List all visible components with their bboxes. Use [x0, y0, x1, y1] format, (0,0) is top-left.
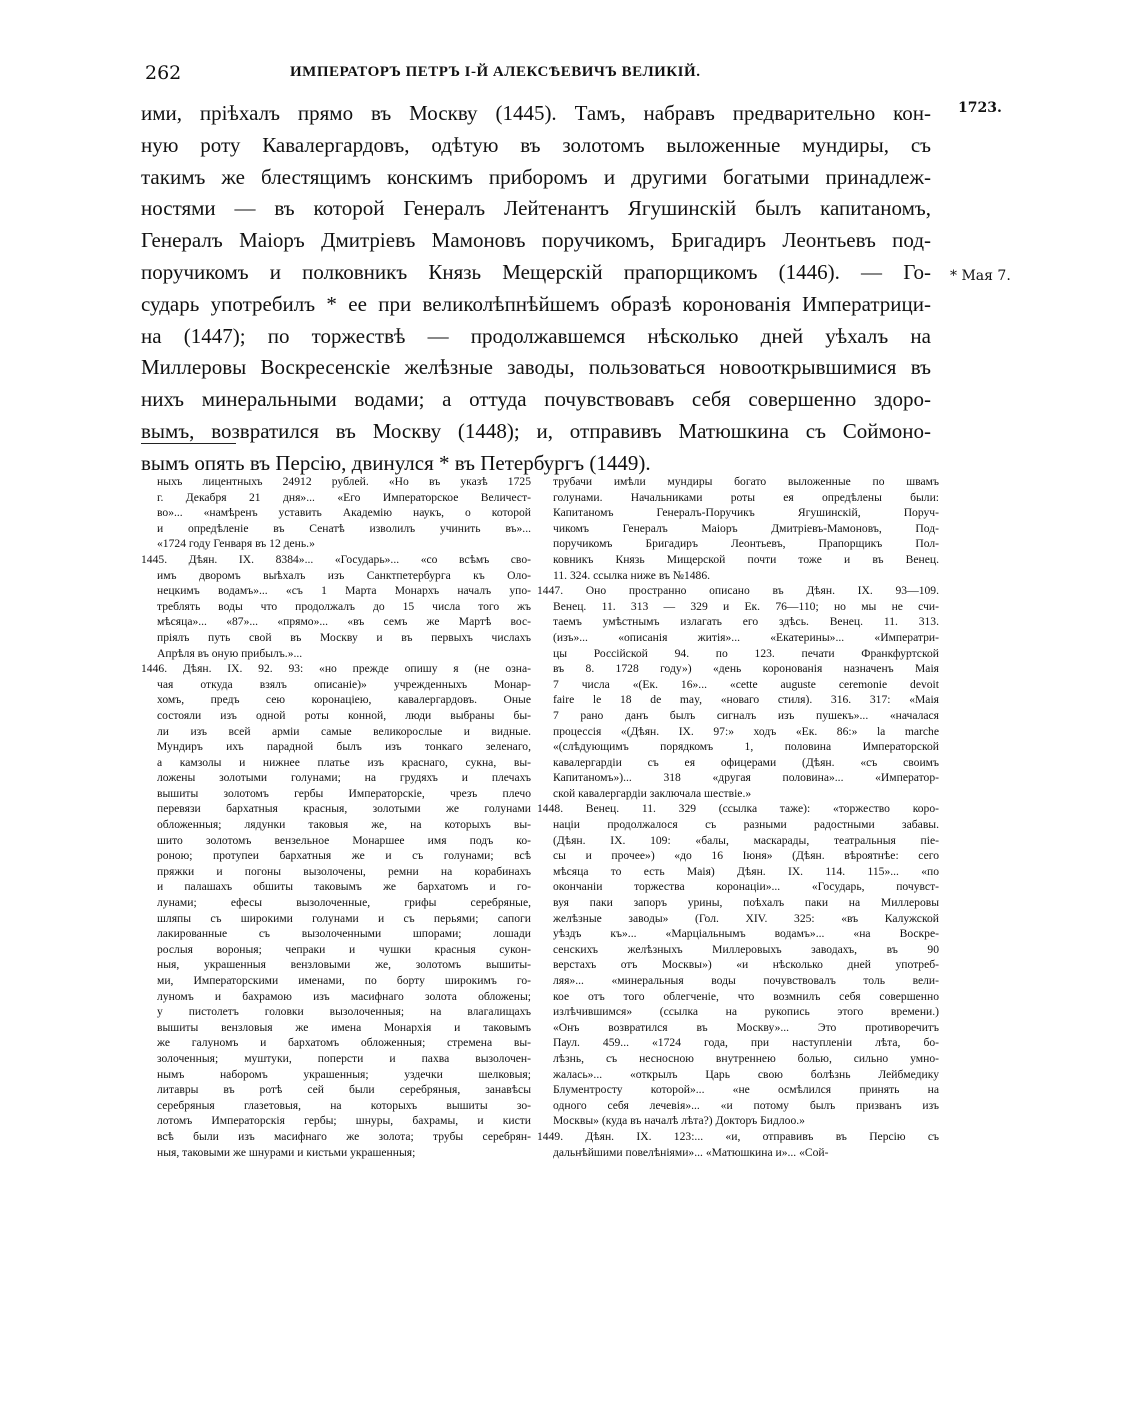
- footnote-line: лакированные съ вызолоченными шпорами; лошади: [157, 927, 531, 941]
- main-text-line: ностями — въ которой Генералъ Лейтенантъ Ягушинскій былъ капитаномъ,: [141, 196, 931, 221]
- footnote-line: желѣзные заводы» (Гол. XIV. 325: «въ Калужской: [553, 911, 939, 925]
- footnote-line: Капитаномъ Генералъ-Поручикъ Ягушинскій, Поруч-: [553, 506, 939, 520]
- footnote-line: ложены золотыми голунами; на грудяхъ и плечахъ: [157, 771, 531, 785]
- footnote-line: вышиты вензловыя же имена Монархія и таковымъ: [157, 1020, 531, 1034]
- footnote-line: пріялъ путь свой въ Москву и въ первыхъ числахъ: [157, 630, 531, 644]
- footnote-line: ми, Императорскими именами, по борту широкимъ го-: [157, 974, 531, 987]
- footnote-rule: [141, 443, 236, 444]
- main-text-line: на (1447); по торжествѣ — продолжавшемся нѣсколько дней уѣхалъ на: [141, 323, 931, 348]
- footnote-line: faire le 18 de may, «новаго стиля). 316. 317: «Маія: [553, 693, 939, 707]
- footnote-line: 7 рано данъ былъ сигналъ изъ пушекъ»... «началася: [553, 708, 939, 722]
- footnote-line: излѣчившимся» (ссылка на рукопись этого времени.): [553, 1005, 939, 1019]
- footnote-line: перевязи бархатныя красныя, золотыми же голунами: [157, 802, 531, 816]
- footnote-line: а камзолы и нижнее платье изъ краснаго, сукна, вы-: [157, 755, 531, 769]
- footnote-line: ныя, таковыми же шнурами и кистьми украшенныя;: [157, 1145, 416, 1159]
- footnote-line: литавры въ ротѣ сей были серебряныя, занавѣсы: [157, 1083, 531, 1097]
- footnote-line: вышиты золотомъ гербы Императорскіе, чрезъ плечо: [157, 786, 531, 800]
- main-text-line: ими, пріѣхалъ прямо въ Москву (1445). Тамъ, набравъ предварительно кон-: [141, 101, 931, 125]
- footnote-line: въ 8. 1728 году») «день коронованія назначенъ Маія: [553, 662, 939, 676]
- footnote-line: цы Россійской 94. по 123. печати Франкфуртской: [553, 646, 939, 660]
- footnote-line: ли изъ всей арміи самые великорослые и видные.: [157, 724, 531, 738]
- footnote-line: шито золотомъ вензельное Монаршее имя подъ ко-: [157, 833, 531, 847]
- footnote-line: націи продолжалося съ разными радостными забавы.: [553, 818, 939, 832]
- footnote-line: Блументросту которой»... «не осмѣлился принять на: [553, 1083, 939, 1097]
- footnote-line: пряжки и погоны вызолочены, ремни на корабинахъ: [157, 864, 531, 878]
- footnote-line: сы и прочее») «до 16 Іюня» (Дѣян. вѣроятнѣе: сего: [553, 849, 939, 863]
- footnote-line: голунами. Начальниками роты ея опредѣлены были:: [553, 490, 939, 504]
- footnote-line: мѣсяца то есть Маія) Дѣян. IX. 114. 115»... «по: [553, 864, 939, 878]
- footnote-line: трубачи имѣли мундиры богато выложенные по швамъ: [553, 475, 939, 488]
- footnote-line: ныхъ лицентныхъ 24912 рублей. «Но въ указѣ 1725: [157, 475, 531, 488]
- footnotes-left-column: [141, 474, 531, 1160]
- footnote-line: и опредѣленіе въ Сенатѣ изволилъ учинить въ»...: [157, 521, 531, 535]
- footnote-line: Апрѣля въ оную прибылъ.»...: [157, 646, 303, 660]
- footnote-line: 1448. Венец. 11. 329 (ссылка таже): «торжество коро-: [537, 802, 939, 816]
- footnote-line: таемъ умѣстнымъ излагать его здѣсь. Венец. 11. 313.: [553, 615, 939, 629]
- footnote-line: вуя паки запоръ урины, поѣхалъ паки на Миллеровы: [553, 896, 939, 910]
- footnote-line: лотомъ Императорскія гербы; шнуры, бахрамы, и кисти: [157, 1114, 531, 1128]
- footnote-line: процессія «(Дѣян. IX. 97:» ходъ «Ек. 86:» la marche: [553, 724, 939, 738]
- main-text-line: такимъ же блестящимъ конскимъ приборомъ и другими богатыми принадлеж-: [141, 164, 931, 189]
- running-head: ИМПЕРАТОРЪ ПЕТРЪ I-Й АЛЕКСѢЕВИЧЪ ВЕЛИКІЙ.: [290, 64, 701, 80]
- footnote-line: Москвы» (куда въ началѣ лѣта?) Докторъ Бидлоо.»: [553, 1114, 805, 1128]
- main-text-line: вымъ опять въ Персію, двинулся * въ Петербургъ (1449).: [141, 450, 651, 475]
- footnote-line: ской кавалергардіи заключала шествіе.»: [553, 786, 752, 800]
- footnote-line: лѣзнь, съ несносною внутреннею болью, сильно умно-: [553, 1051, 939, 1065]
- footnote-line: чикомъ Генералъ Маіоръ Дмитріевъ-Мамоновъ, Под-: [553, 521, 939, 535]
- main-text-line: ную роту Кавалергардовъ, одѣтую въ золотомъ выложенные мундиры, съ: [141, 132, 931, 157]
- footnote-line: (Дѣян. IX. 109: «балы, маскарады, театральныя піе-: [553, 833, 939, 847]
- footnote-line: жалась»... «открылъ Царь свою болѣзнь Лейбмедику: [553, 1067, 939, 1081]
- footnote-line: лунами; ефесы вызолоченные, грифы серебряные,: [157, 896, 531, 910]
- main-text-line: поручикомъ и полковникъ Князь Мещерскій прапорщикомъ (1446). — Го-: [141, 259, 931, 284]
- footnote-line: нецкимъ водамъ»... «съ 1 Марта Монархъ началъ упо-: [157, 584, 531, 598]
- footnote-line: окончаніи торжества коронаціи»... «Государь, почувст-: [553, 880, 939, 894]
- footnote-line: (изъ»... «описанія житія»... «Екатерины»... «Императри-: [553, 630, 939, 644]
- footnote-line: «(слѣдующимъ порядкомъ 1, половина Императорской: [553, 740, 939, 754]
- footnote-line: дальнѣйшими повелѣніями»... «Матюшкина и»... «Сой-: [553, 1145, 829, 1159]
- footnote-line: одного себя лечевія»... «и потому былъ призванъ изъ: [553, 1098, 939, 1112]
- footnote-line: верстахъ отъ Москвы») «и нѣсколько дней употреб-: [553, 958, 939, 972]
- footnote-line: сенскихъ желѣзныхъ Миллеровыхъ заводахъ, въ 90: [553, 942, 939, 956]
- footnote-line: г. Декабря 21 дня»... «Его Императорское Величест-: [157, 490, 531, 504]
- main-text-line: Миллеровы Воскресенскіе желѣзные заводы, пользоваться новооткрывшимися въ: [141, 355, 931, 380]
- footnote-line: хомъ, предъ сею коронаціею, кавалергардовъ. Оные: [157, 693, 531, 707]
- margin-note: * Мая 7.: [950, 268, 1011, 284]
- footnote-line: 1446. Дѣян. IX. 92. 93: «но прежде опишу я (не озна-: [141, 662, 531, 676]
- footnote-line: обложенныя; лядунки таковыя же, на которыхъ вы-: [157, 818, 531, 832]
- footnote-line: шляпы съ широкими голунами и съ перьями; сапоги: [157, 911, 531, 925]
- footnote-line: у пистолетъ головки вызолоченныя; на влагалищахъ: [157, 1005, 531, 1019]
- footnote-line: кавалергардіи съ ея офицерами (Дѣян. «съ своимъ: [553, 755, 939, 769]
- footnote-line: и палашахъ обшиты таковымъ же бархатомъ и го-: [157, 880, 531, 894]
- footnote-line: треблять воды что продолжалъ до 15 числа того жъ: [157, 599, 531, 613]
- footnote-line: чая откуда взялъ описаніе)» учрежденныхъ Монар-: [157, 677, 531, 691]
- footnote-line: серебряныя глазетовыя, на которыхъ вышиты зо-: [157, 1098, 531, 1112]
- footnote-line: «1724 году Генваря въ 12 день.»: [157, 537, 315, 551]
- main-text-line: Генералъ Маіоръ Дмитріевъ Мамоновъ поручикомъ, Бригадиръ Леонтьевъ под-: [141, 228, 931, 253]
- footnote-line: мѣсяца»... «87»... «прямо»... «въ семъ же Мартѣ вос-: [157, 615, 531, 629]
- footnote-line: же галуномъ и бархатомъ обложенныя; стремена вы-: [157, 1036, 531, 1050]
- footnote-line: Паул. 459... «1724 года, при наступленіи лѣта, бо-: [553, 1036, 939, 1050]
- footnote-line: ляя»... «минеральныя воды почувствовалъ толь вели-: [553, 974, 939, 987]
- footnote-line: 1449. Дѣян. IX. 123:... «и, отправивъ въ Персію съ: [537, 1129, 939, 1143]
- main-text-line: сударь употребилъ * ее при великолѣпнѣйшемъ образѣ коронованія Императрици-: [141, 291, 931, 316]
- main-text-line: нихъ минеральными водами; а оттуда почувствовавъ себя совершенно здоро-: [141, 387, 931, 412]
- footnote-line: нымъ наборомъ украшенныя; уздечки шелковыя;: [157, 1067, 531, 1081]
- footnote-line: 11. 324. ссылка ниже въ №1486.: [553, 568, 711, 582]
- footnote-line: во»... «намѣренъ уставить Академію наукъ, о которой: [157, 506, 531, 520]
- footnote-line: состояли изъ одной роты конной, люди выбраны бы-: [157, 708, 531, 722]
- footnote-line: роною; протупеи бархатныя же и съ голунами; всѣ: [157, 849, 531, 863]
- footnote-line: ковникъ Князь Мищерской почти тоже и въ Венец.: [553, 552, 939, 566]
- footnote-line: Капитаномъ»)... 318 «другая половина»... «Император-: [553, 771, 939, 785]
- main-text-line: вымъ, возвратился въ Москву (1448); и, отправивъ Матюшкина съ Соймоно-: [141, 418, 931, 443]
- page-number: 262: [145, 62, 182, 84]
- footnote-line: золоченныя; муштуки, поперсти и пахва вызолочен-: [157, 1051, 531, 1065]
- footnote-line: всѣ были изъ масифнаго же золота; трубы серебрян-: [157, 1129, 531, 1143]
- footnote-line: 7 числа «(Ек. 16»... «cette auguste ceremonie devoit: [553, 677, 939, 691]
- footnote-line: ныя, украшенныя вензловыми же, золотомъ вышиты-: [157, 958, 531, 972]
- margin-year: 1723.: [958, 100, 1002, 116]
- footnote-line: «Онъ возвратился въ Москву»... Это противоречитъ: [553, 1020, 939, 1034]
- main-text: [141, 98, 931, 480]
- footnote-line: Мундиръ ихъ парадной былъ изъ тонкаго зеленаго,: [157, 740, 531, 754]
- footnotes-right-column: [537, 474, 939, 1160]
- footnote-line: 1447. Оно пространно описано въ Дѣян. IX. 93—109.: [537, 584, 939, 598]
- footnote-line: рослыя вороныя; чепраки и чушки красныя сукон-: [157, 942, 531, 956]
- footnote-line: Венец. 11. 313 — 329 и Ек. 76—110; но мы не счи-: [553, 599, 939, 613]
- footnote-line: имъ дворомъ выѣхалъ изъ Санктпетербурга къ Оло-: [157, 568, 531, 582]
- footnote-line: уѣздъ къ»... «Марціальнымъ водамъ»... «на Воскре-: [553, 927, 939, 941]
- footnote-line: 1445. Дѣян. IX. 8384»... «Государь»... «со всѣмъ сво-: [141, 552, 531, 566]
- footnote-line: кое отъ того облегченіе, что возмнилъ себя совершенно: [553, 989, 939, 1003]
- footnote-line: луномъ и бахрамою изъ масифнаго золота обложены;: [157, 989, 531, 1003]
- footnote-line: поручикомъ Бригадиръ Леонтьевъ, Прапорщикъ Пол-: [553, 537, 939, 551]
